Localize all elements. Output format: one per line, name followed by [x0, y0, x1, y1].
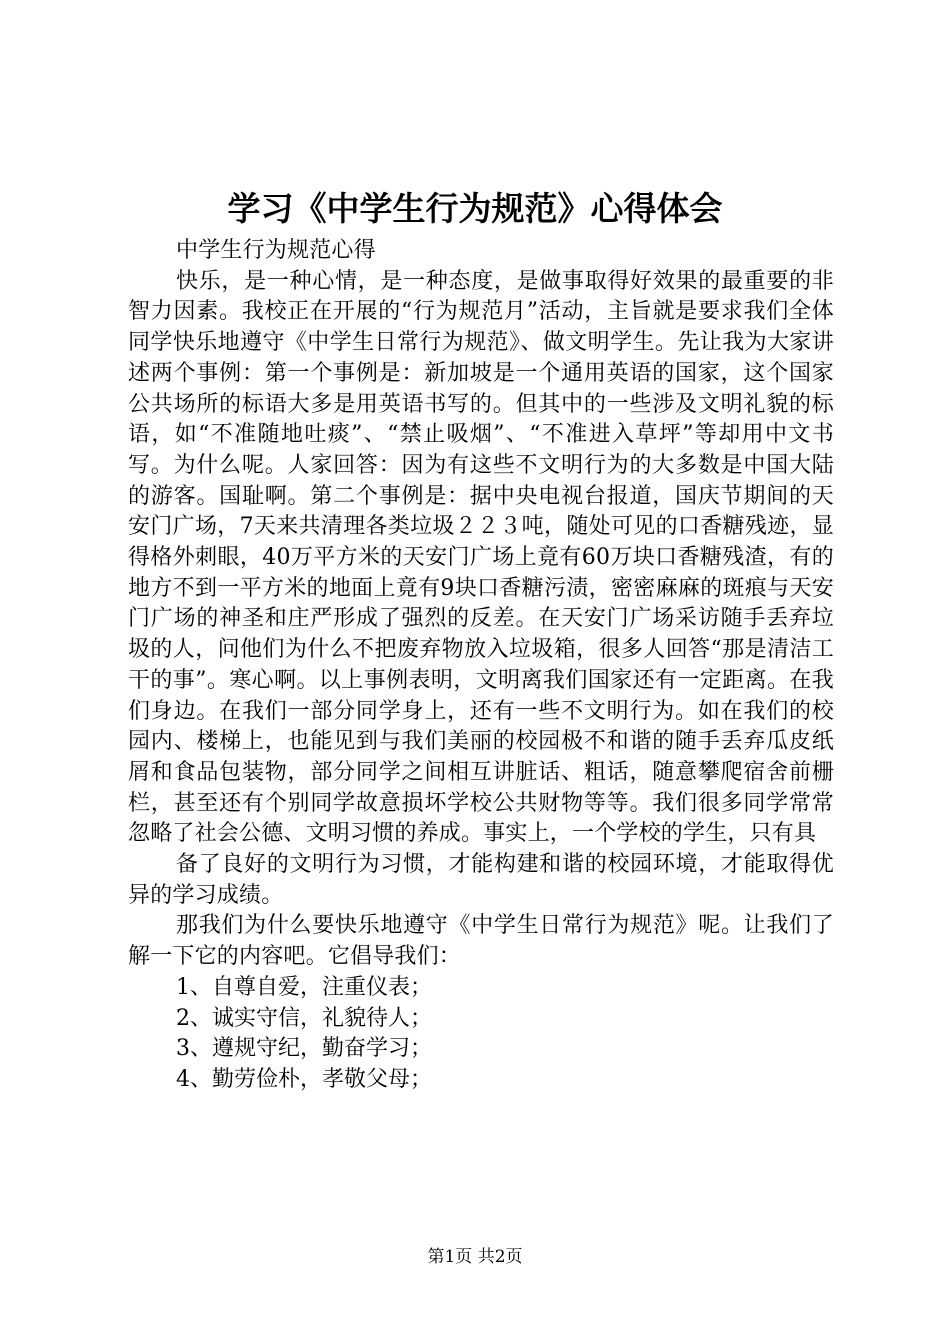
document-title: 学习《中学生行为规范》心得体会 [227, 189, 723, 228]
paragraph-3: 那我们为什么要快乐地遵守《中学生日常行为规范》呢。让我们了解一下它的内容吧。它倡导我们： [128, 913, 834, 970]
page-footer: 第1页 共2页 [427, 1247, 523, 1267]
list-item-3: 3、遵规守纪，勤奋学习； [176, 1036, 432, 1062]
paragraph-1: 快乐，是一种心情，是一种态度，是做事取得好效果的最重要的非智力因素。我校正在开展的“行为规范月”活动，主旨就是要求我们全体同学快乐地遵守《中学生日常行为规范》、做文明学生。先让我为大家讲述两个事例：第一个事例是：新加坡是一个通用英语的国家，这个国家公共场所的标语大多是用英语书写的。但其中的一些涉及文明礼貌的标语，如“不准随地吐痰”、“禁止吸烟”、“不准进入草坪”等却用中文书写。为什么呢。人家回答：因为有这些不文明行为的大多数是中国大陆的游客。国耻啊。第二个事例是：据中央电视台报道，国庆节期间的天安门广场，7天来共清理各类垃圾２２３吨，随处可见的口香糖残迹，显得格外刺眼，40万平方米的天安门广场上竟有60万块口香糖残渣，有的地方不到一平方米的地面上竟有9块口香糖污渍，密密麻麻的斑痕与天安门广场的神圣和庄严形成了强烈的反差。在天安门广场采访随手丢弃垃圾的人，问他们为什么不把废弃物放入垃圾箱，很多人回答“那是清洁工干的事”。寒心啊。以上事例表明，文明离我们国家还有一定距离。在我们身边。在我们一部分同学身上，还有一些不文明行为。如在我们的校园内、楼梯上，也能见到与我们美丽的校园极不和谐的随手丢弃瓜皮纸屑和食品包装物，部分同学之间相互讲脏话、粗话，随意攀爬宿舍前栅栏，甚至还有个别同学故意损坏学校公共财物等等。我们很多同学常常忽略了社会公德、文明习惯的养成。事实上，一个学校的学生，只有具 [128, 268, 834, 847]
list-item-2: 2、诚实守信，礼貌待人； [176, 1005, 432, 1031]
document-body [128, 236, 834, 1096]
paragraph-2: 备了良好的文明行为习惯，才能构建和谐的校园环境，才能取得优异的学习成绩。 [128, 852, 834, 908]
document-subtitle: 中学生行为规范心得 [176, 238, 376, 263]
list-item-1: 1、自尊自爱，注重仪表； [176, 974, 432, 1000]
list-item-4: 4、勤劳俭朴，孝敬父母； [176, 1066, 432, 1092]
